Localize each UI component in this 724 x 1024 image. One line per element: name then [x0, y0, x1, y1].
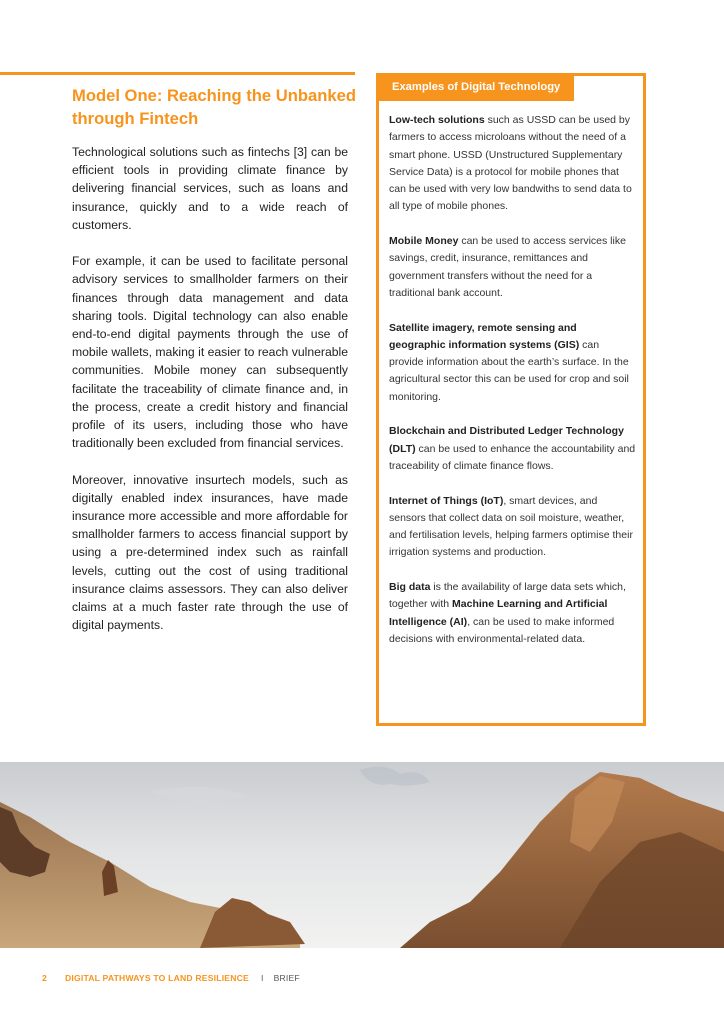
sidebar-title: Examples of Digital Technology [376, 73, 574, 101]
body-paragraph: Technological solutions such as fintechs [3] can be efficient tools in providing climate finance by delivering financial services, such as loans and insurance, quickly and to a wide reach of customers. [72, 145, 348, 232]
sidebar-item [389, 112, 636, 216]
sidebar-item-term: Blockchain and Distributed Ledger Technology (DLT) [389, 425, 624, 455]
sidebar-item [389, 233, 636, 302]
sidebar-item-text: can be used to access services like savings, credit, insurance, remittances and government transfers without the need for a traditional bank account. [389, 235, 626, 299]
sidebar-item-term: Mobile Money [389, 235, 459, 248]
sidebar-item-text: can provide information about the earth’s surface. In the agricultural sector this can be used for crop and soil monitoring. [389, 338, 629, 403]
sidebar-item-term: Internet of Things (IoT) [389, 494, 504, 507]
section-heading: Model One: Reaching the Unbanked through Fintech [72, 86, 356, 128]
sidebar-item [389, 320, 636, 406]
top-rule [0, 72, 355, 75]
sidebar-item-term: Big data [389, 581, 431, 594]
sidebar-body [389, 112, 636, 666]
sidebar-item-text: can be used to enhance the accountability and traceability of climate finance flows. [389, 442, 636, 472]
footer-separator: I [260, 973, 264, 983]
footer-title: DIGITAL PATHWAYS TO LAND RESILIENCE [64, 973, 249, 983]
sidebar-item [389, 493, 636, 562]
footer [42, 973, 300, 983]
sidebar-item [389, 579, 636, 648]
sidebar-item [389, 423, 636, 475]
sidebar-item-text: is the availability of large data sets which, together with [389, 581, 626, 611]
sidebar-item-text: , smart devices, and sensors that collect data on soil moisture, weather, and fertilisation levels, helping farmers optimise their irrigation systems and production. [389, 494, 633, 559]
body-paragraph: For example, it can be used to facilitate personal advisory services to smallholder farmers on their finances through data management and data sharing tools. Digital technology can also enable end-to-end digital payments through the use of mobile wallets, making it easier to reach vulnerable communities. Mobile money can subsequently facilitate the traceability of climate finance and, in the process, create a credit history and financial profile of its users, including those who have traditionally been excluded from financial services. [72, 254, 348, 451]
body-paragraph: Moreover, innovative insurtech models, such as digitally enabled index insurances, have made insurance more accessible and more affordable for smallholder farmers to access financial support by using a pre-determined index such as rainfall levels, cutting out the cost of using traditional insurance claims assessors. They can also deliver claims at a much faster rate through the use of digital payments. [72, 472, 348, 633]
footer-doc-type: BRIEF [273, 973, 300, 983]
sidebar-item-text: such as USSD can be used by farmers to access microloans without the need of a smart phone. USSD (Unstructured Supplementary Service Data) is a protocol for mobile phones that can be used with very low bandwiths to send data to all type of mobile phones. [389, 114, 632, 213]
sidebar-item-text: , can be used to make informed decisions with environmental-related data. [389, 615, 615, 645]
page-number: 2 [42, 973, 47, 983]
sidebar-item-term: Machine Learning and Artificial Intelligence (AI) [389, 598, 608, 628]
sidebar-item-term: Low-tech solutions [389, 114, 485, 126]
landscape-photo [0, 762, 724, 948]
sidebar-item-term: Satellite imagery, remote sensing and geographic information systems (GIS) [389, 321, 580, 351]
body-text [72, 143, 348, 653]
